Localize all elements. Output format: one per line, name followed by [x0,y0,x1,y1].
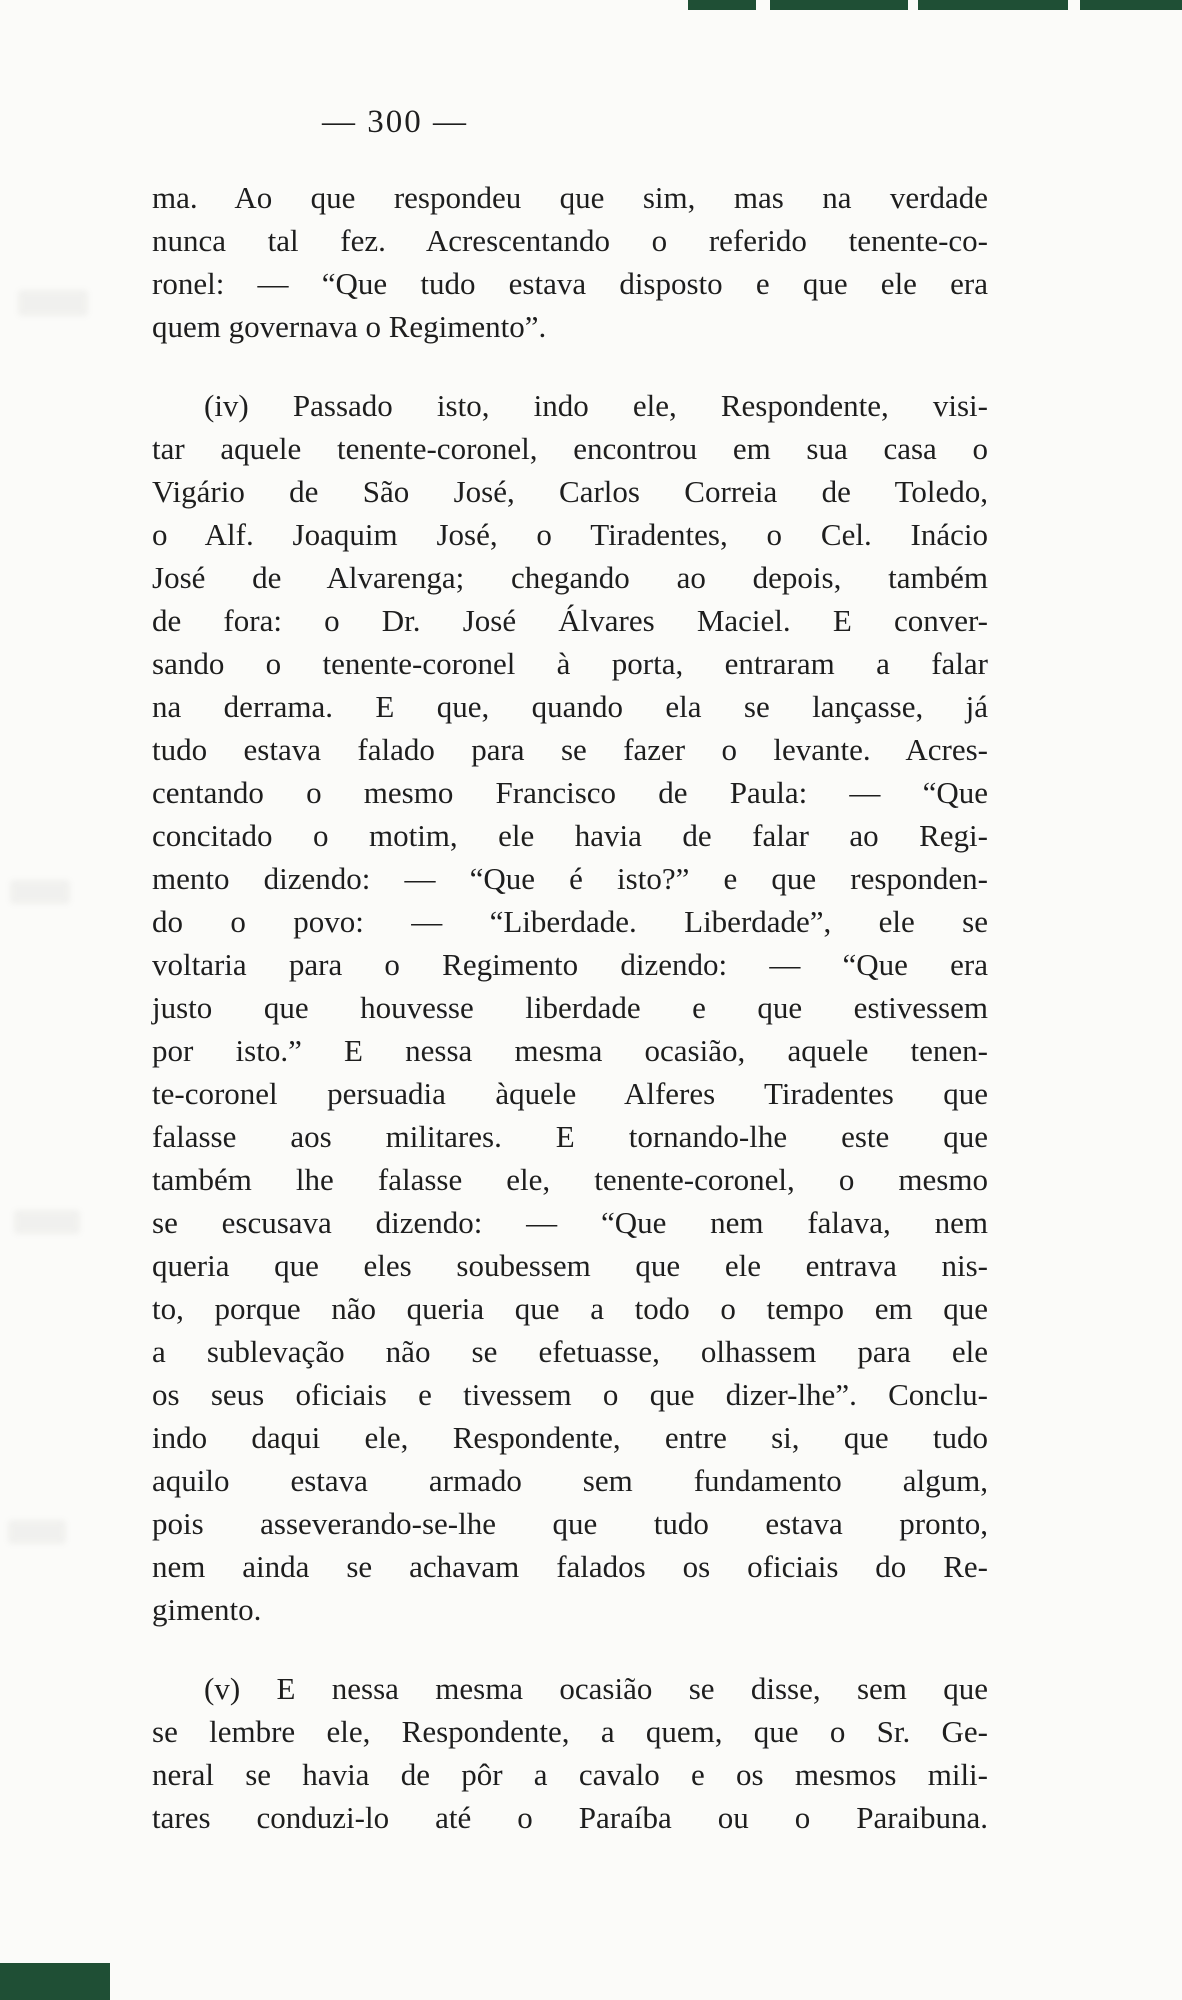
text-line: ma. Ao que respondeu que sim, mas na verdade [152,180,988,215]
text-line: José de Alvarenga; chegando ao depois, também [152,560,988,595]
bleed-through-mark [8,1520,66,1544]
text-line: tudo estava falado para se fazer o levante. Acres- [152,732,988,767]
text-line: sando o tenente-coronel à porta, entraram a falar [152,646,988,681]
bleed-through-mark [18,290,88,316]
text-line: aquilo estava armado sem fundamento algum, [152,1463,988,1498]
paragraph [152,176,988,348]
text-line: quem governava o Regimento”. [152,309,547,344]
text-line: se lembre ele, Respondente, a quem, que o Sr. Ge- [152,1714,988,1749]
scan-artifact-notch [1068,0,1080,10]
paragraph [152,384,988,1631]
scan-artifact-notch [908,0,918,10]
text-line: nunca tal fez. Acrescentando o referido tenente-co- [152,223,988,258]
text-line: concitado o motim, ele havia de falar ao Regi- [152,818,988,853]
scan-artifact-notch [756,0,770,10]
page-number: — 300 — [322,104,468,140]
text-line: queria que eles soubessem que ele entrava nis- [152,1248,988,1283]
text-line: do o povo: — “Liberdade. Liberdade”, ele se [152,904,988,939]
text-line: de fora: o Dr. José Álvares Maciel. E conver- [152,603,988,638]
text-line: te-coronel persuadia àquele Alferes Tiradentes que [152,1076,988,1111]
text-line: na derrama. E que, quando ela se lançasse, já [152,689,988,724]
text-line: ronel: — “Que tudo estava disposto e que ele era [152,266,988,301]
text-line: (v) E nessa mesma ocasião se disse, sem que [204,1671,988,1706]
text-line: tar aquele tenente-coronel, encontrou em sua casa o [152,431,988,466]
text-line: a sublevação não se efetuasse, olhassem para ele [152,1334,988,1369]
bleed-through-mark [14,1210,80,1234]
text-line: falasse aos militares. E tornando-lhe este que [152,1119,988,1154]
text-line: pois asseverando-se-lhe que tudo estava pronto, [152,1506,988,1541]
text-line: indo daqui ele, Respondente, entre si, que tudo [152,1420,988,1455]
text-line: justo que houvesse liberdade e que estivessem [152,990,988,1025]
text-line: centando o mesmo Francisco de Paula: — “Que [152,775,988,810]
text-line: mento dizendo: — “Que é isto?” e que responden- [152,861,988,896]
text-line: o Alf. Joaquim José, o Tiradentes, o Cel. Inácio [152,517,988,552]
text-line: nem ainda se achavam falados os oficiais do Re- [152,1549,988,1584]
text-block [152,176,988,1839]
text-line: Vigário de São José, Carlos Correia de Toledo, [152,474,988,509]
text-line: também lhe falasse ele, tenente-coronel, o mesmo [152,1162,988,1197]
scan-artifact-top-right [688,0,1182,10]
text-line: voltaria para o Regimento dizendo: — “Que era [152,947,988,982]
text-line: neral se havia de pôr a cavalo e os mesmos mili- [152,1757,988,1792]
text-line: os seus oficiais e tivessem o que dizer-lhe”. Conclu- [152,1377,988,1412]
text-line: tares conduzi-lo até o Paraíba ou o Paraibuna. [152,1800,988,1835]
text-line: to, porque não queria que a todo o tempo em que [152,1291,988,1326]
text-line: gimento. [152,1592,262,1627]
text-line: se escusava dizendo: — “Que nem falava, nem [152,1205,988,1240]
paragraph [152,1667,988,1839]
text-line: (iv) Passado isto, indo ele, Respondente, visi- [204,388,988,423]
text-line: por isto.” E nessa mesma ocasião, aquele tenen- [152,1033,988,1068]
scan-artifact-bottom-left [0,1963,110,2000]
bleed-through-mark [10,880,70,904]
